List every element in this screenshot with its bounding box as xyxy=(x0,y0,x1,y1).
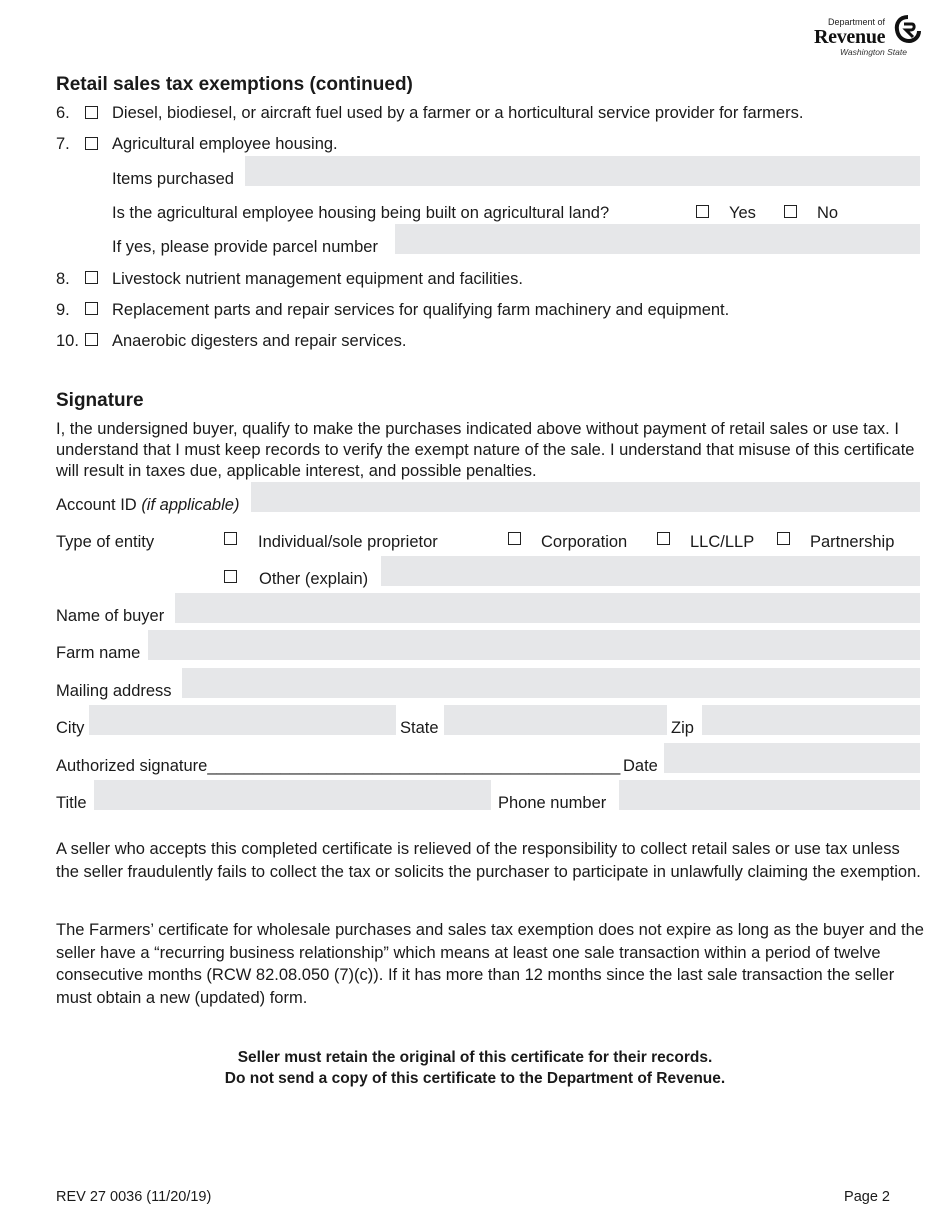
signature-statement: I, the undersigned buyer, qualify to make the purchases indicated above without payment of retail sales or use tax. I understand that I must keep records to verify the exempt nature of the sale. I understand that misuse of this certificate will result in taxes due, applicable interest, and possible penalties. xyxy=(56,420,915,480)
title-label: Title xyxy=(56,794,87,812)
account-id-field[interactable] xyxy=(251,482,920,512)
item-6-label: Diesel, biodiesel, or aircraft fuel used by a farmer or a horticultural service provider for farmers. xyxy=(112,104,804,122)
state-label: State xyxy=(400,719,439,737)
item-10-number: 10. xyxy=(56,332,79,350)
authorized-signature-line[interactable]: Authorized signature_____________________________________________ xyxy=(56,757,621,775)
state-field[interactable] xyxy=(444,705,667,735)
retain-notice xyxy=(0,1047,950,1089)
name-of-buyer-label: Name of buyer xyxy=(56,607,165,625)
housing-no-label: No xyxy=(817,204,839,222)
parcel-number-field[interactable] xyxy=(395,224,920,254)
retain-line-2: Do not send a copy of this certificate to the Department of Revenue. xyxy=(224,1070,726,1087)
item-9-label: Replacement parts and repair services for qualifying farm machinery and equipment. xyxy=(112,301,730,319)
account-id-note: (if applicable) xyxy=(141,496,240,514)
item-8-number: 8. xyxy=(56,270,70,288)
account-id-label-text: Account ID xyxy=(56,496,137,514)
farm-name-field[interactable] xyxy=(148,630,920,660)
item-8-label: Livestock nutrient management equipment and facilities. xyxy=(112,270,523,288)
logo-revenue: Revenue xyxy=(814,26,886,48)
city-label: City xyxy=(56,719,85,737)
city-field[interactable] xyxy=(89,705,396,735)
farm-name-label: Farm name xyxy=(56,644,141,662)
title-field[interactable] xyxy=(94,780,491,810)
item-10-checkbox[interactable] xyxy=(85,333,98,346)
zip-label: Zip xyxy=(671,719,694,737)
retain-line-1: Seller must retain the original of this certificate for their records. xyxy=(237,1049,713,1066)
entity-other-label: Other (explain) xyxy=(259,570,369,588)
item-6-number: 6. xyxy=(56,104,70,122)
name-of-buyer-field[interactable] xyxy=(175,593,920,623)
housing-yes-checkbox[interactable] xyxy=(696,205,709,218)
item-7-number: 7. xyxy=(56,135,70,153)
entity-individual-checkbox[interactable] xyxy=(224,532,237,545)
mailing-address-field[interactable] xyxy=(182,668,920,698)
date-field[interactable] xyxy=(664,743,920,773)
item-9-number: 9. xyxy=(56,301,70,319)
entity-partnership-label: Partnership xyxy=(810,533,895,551)
entity-llc-label: LLC/LLP xyxy=(690,533,755,551)
exemptions-heading: Retail sales tax exemptions (continued) xyxy=(56,74,413,95)
housing-yes-label: Yes xyxy=(729,204,756,222)
entity-corporation-checkbox[interactable] xyxy=(508,532,521,545)
entity-other-field[interactable] xyxy=(381,556,920,586)
item-9-checkbox[interactable] xyxy=(85,302,98,315)
parcel-label: If yes, please provide parcel number xyxy=(112,238,378,256)
items-purchased-field[interactable] xyxy=(245,156,920,186)
entity-other-checkbox[interactable] xyxy=(224,570,237,583)
item-7-label: Agricultural employee housing. xyxy=(112,135,338,153)
seller-relief-note: A seller who accepts this completed certificate is relieved of the responsibility to collect retail sales or use tax unless the seller fraudulently fails to collect the tax or solicits the purchaser to participate in unlawfully claiming the exemption. xyxy=(56,840,921,881)
phone-field[interactable] xyxy=(619,780,920,810)
item-6-checkbox[interactable] xyxy=(85,106,98,119)
entity-label: Type of entity xyxy=(56,533,155,551)
items-purchased-label: Items purchased xyxy=(112,170,234,188)
entity-llc-checkbox[interactable] xyxy=(657,532,670,545)
housing-no-checkbox[interactable] xyxy=(784,205,797,218)
item-7-checkbox[interactable] xyxy=(85,137,98,150)
item-8-checkbox[interactable] xyxy=(85,271,98,284)
zip-field[interactable] xyxy=(702,705,920,735)
housing-question: Is the agricultural employee housing being built on agricultural land? xyxy=(112,204,610,222)
phone-label: Phone number xyxy=(498,794,607,812)
dor-logo xyxy=(814,14,922,58)
item-10-label: Anaerobic digesters and repair services. xyxy=(112,332,407,350)
entity-corporation-label: Corporation xyxy=(541,533,628,551)
logo-emblem-icon xyxy=(894,14,922,48)
page-number: Page 2 xyxy=(844,1189,890,1205)
logo-department: Department of xyxy=(828,17,886,27)
mailing-address-label: Mailing address xyxy=(56,682,172,700)
logo-state: Washington State xyxy=(840,47,907,57)
form-number: REV 27 0036 (11/20/19) xyxy=(56,1189,212,1205)
date-label: Date xyxy=(623,757,658,775)
expiration-note: The Farmers’ certificate for wholesale purchases and sales tax exemption does not expire as long as the buyer and the seller have a “recurring business relationship” which means at least one sale transaction within a period of twelve consecutive months (RCW 82.08.050 (7)(c)). If it has more than 12 months since the last sale transaction the seller must obtain a new (updated) form. xyxy=(56,921,924,1007)
entity-partnership-checkbox[interactable] xyxy=(777,532,790,545)
entity-individual-label: Individual/sole proprietor xyxy=(258,533,438,551)
account-id-label xyxy=(56,495,239,515)
signature-heading: Signature xyxy=(56,390,144,411)
